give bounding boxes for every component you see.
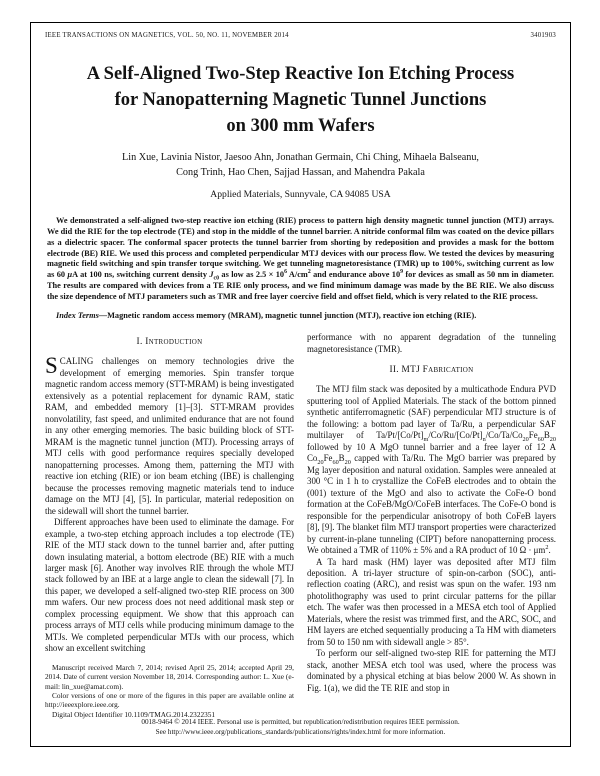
index-terms-label: Index Terms— <box>56 310 108 320</box>
intro-paragraph-1-text: CALING challenges on memory technologies drive the development of emerging memories. Spin transfer torque magnetic random access memory (STT-MRAM) is being investigated extensively as a potential replacement for dynamic RAM, static RAM, and embedded memory [1]–[3]. STT-MRAM provides nonvolatility, fast speed, and unlimited endurance that are not found in any other emerging memories. The basic building block of STT-MRAM is the magnetic tunnel junction (MTJ). Processing arrays of MTJ cells with good performance requires specially developed nanopatterning processes. Among them, patterning the MTJ with reactive ion etching (RIE) or ion beam etching (IBE) is challenging because the processes removing magnetic materials tend to induce damage on the MTJ [4], [5]. In particular, material redeposition on the sidewall will short the tunnel barrier. <box>45 356 294 516</box>
page-number: 3401903 <box>530 32 556 39</box>
index-terms <box>45 311 556 322</box>
fabrication-paragraph-3: To perform our self-aligned two-step RIE for patterning the MTJ stack, another MESA etch tool was used, where the process was dominated by a physical etching at bias below 2000 W. As shown in Fig. 1(a), we did the TE RIE and stop in <box>307 648 556 693</box>
intro-paragraph-1 <box>45 353 294 517</box>
footnote-doi: Digital Object Identifier 10.1109/TMAG.2014.2322351 <box>52 709 216 719</box>
footnote-color-versions: Color versions of one or more of the figures in this paper are available online at http://ieeexplore.ieee.org. <box>45 690 294 710</box>
column-right <box>307 332 556 719</box>
section-heading-introduction: I. Introduction <box>136 337 203 348</box>
fabrication-paragraph-2: A Ta hard mask (HM) layer was deposited after MTJ film deposition. A tri-layer structure of spin-on-carbon (SOC), anti-reflection coating (ARC), and resist was spun on the wafer. 193 nm photolithography was used to print circular patterns for the pillar etch. The wafer was then processed in a MESA etch tool of Applied Materials, where the resist was trimmed first, and the ARC, SOC, and HM layers are etched sequentially producing a Ta HM with diameters from 50 to 150 nm with sidewall angle > 85°. <box>307 556 556 647</box>
journal-citation: IEEE TRANSACTIONS ON MAGNETICS, VOL. 50, NO. 11, NOVEMBER 2014 <box>45 32 289 39</box>
running-header <box>45 32 556 39</box>
author-line-1: Lin Xue, Lavinia Nistor, Jaesoo Ahn, Jonathan Germain, Chi Ching, Mihaela Balseanu, <box>122 151 479 163</box>
first-page-footnote <box>45 663 294 719</box>
paper-title <box>45 62 556 140</box>
paper-title-line-3: on 300 mm Wafers <box>226 115 375 136</box>
dropcap-s: S <box>45 353 58 379</box>
paper-title-line-2: for Nanopatterning Magnetic Tunnel Junctions <box>114 89 487 110</box>
two-column-body <box>45 332 556 719</box>
paper-title-line-1: A Self-Aligned Two-Step Reactive Ion Etching Process <box>86 64 515 84</box>
intro-continuation-paragraph: performance with no apparent degradation of the tunneling magnetoresistance (TMR). <box>307 332 556 354</box>
intro-paragraph-2: Different approaches have been used to eliminate the damage. For example, a two-step etching approach includes a top electrode (TE) RIE of the MTJ stack down to the tunnel barrier and, after putting down insulating material, a bottom electrode (BE) RIE with a much larger mask [6]. Another way involves RIE through the whole MTJ stack followed by an IBE at a large angle to clean the sidewall [7]. In this paper, we developed a self-aligned two-step RIE process on 300 mm wafers. Our new process does not need additional mask step or complex processing equipment. We show that this approach can process arrays of MTJ cells while producing minimum damage to the MTJs. We completed perpendicular MTJs with our process, which show an excellent switching <box>45 517 294 654</box>
copyright-line-1: 0018-9464 © 2014 IEEE. Personal use is permitted, but republication/redistribution requires IEEE permission. <box>141 718 460 726</box>
section-heading-mtj-fabrication: II. MTJ Fabrication <box>389 365 474 376</box>
column-left <box>45 332 294 719</box>
footnote-manuscript-history: Manuscript received March 7, 2014; revised April 25, 2014; accepted April 29, 2014. Date of current version November 18, 2014. Corresponding author: L. Xue (e-mail: lin_xue@amat.com). <box>45 662 294 691</box>
copyright-footer <box>31 718 570 737</box>
author-list <box>45 150 556 181</box>
copyright-line-2: See http://www.ieee.org/publications_standards/publications/rights/index.html for more information. <box>155 727 446 736</box>
fabrication-paragraph-1: The MTJ film stack was deposited by a multicathode Endura PVD sputtering tool of Applied Materials. The stack of the bottom pinned synthetic antiferromagnetic (SAF) perpendicular MTJ structure is of the following: a bottom pad layer of Ta/Ru, a perpendicular SAF multilayer of $Ta/Pt/[Co/Pt]_m/Co/Ru/[Co/Pt]_n/Co/Ta/Co_{20}Fe_{60}B_{20}$ followed by 10 A MgO tunnel barrier and a free layer of 12 A $Co_{20}Fe_{60}B_{20}$ capped with Ta/Ru. The MgO barrier was prepared by Mg layer deposition and natural oxidation. Samples were annealed at 300 °C in 1 h to crystallize the CoFeB electrodes and to obtain the (001) texture of the MgO and also to activate the CoFe-O bond formation at the CoFeB/MgO/CoFeB interfaces. The CoFe-O bond is responsible for the perpendicular anisotropy of both CoFeB layers [8], [9]. The blanket film MTJ transport properties were characterized by current-in-plane tunneling (CIPT) before nanopatterning process. We obtained a TMR of 110% ± 5% and a RA product of 10 $\Omega \cdot \mu m^2$. <box>307 384 556 556</box>
abstract-text: We demonstrated a self-aligned two-step reactive ion etching (RIE) process to pattern high density magnetic tunnel junction (MTJ) arrays. We did the RIE for the top electrode (TE) and stop in the middle of the tunnel barrier. A nitride conformal film was coated on the device pillars as a dielectric spacer. The conformal spacer protects the tunnel barrier from shorting by redeposition and provides a mask for the bottom electrode (BE) RIE. We used this process and completed perpendicular MTJ devices with our process flow. We tested the devices by measuring magnetic field switching and spin transfer torque switching. We get tunneling magnetoresistance (TMR) up to 100%, switching current as low as 60 μA at 100 ns, switching current density $J_{c0}$ as low as $2.5 \times 10^6$ $A/cm^2$ and endurance above $10^9$ for devices as small as 50 nm in diameter. The results are compared with devices from a TE RIE only process, and we find minimum damage was made by the BE RIE. We also discuss the size dependence of MTJ parameters such as TMR and free layer coercive field and offset field, which is very related to the RIE process. <box>47 216 554 301</box>
author-line-2: Cong Trinh, Hao Chen, Sajjad Hassan, and Mahendra Pakala <box>176 166 425 178</box>
index-terms-text: Magnetic random access memory (MRAM), magnetic tunnel junction (MTJ), reactive ion etching (RIE). <box>107 310 477 320</box>
paper-page <box>30 22 571 747</box>
affiliation: Applied Materials, Sunnyvale, CA 94085 USA <box>210 189 391 201</box>
